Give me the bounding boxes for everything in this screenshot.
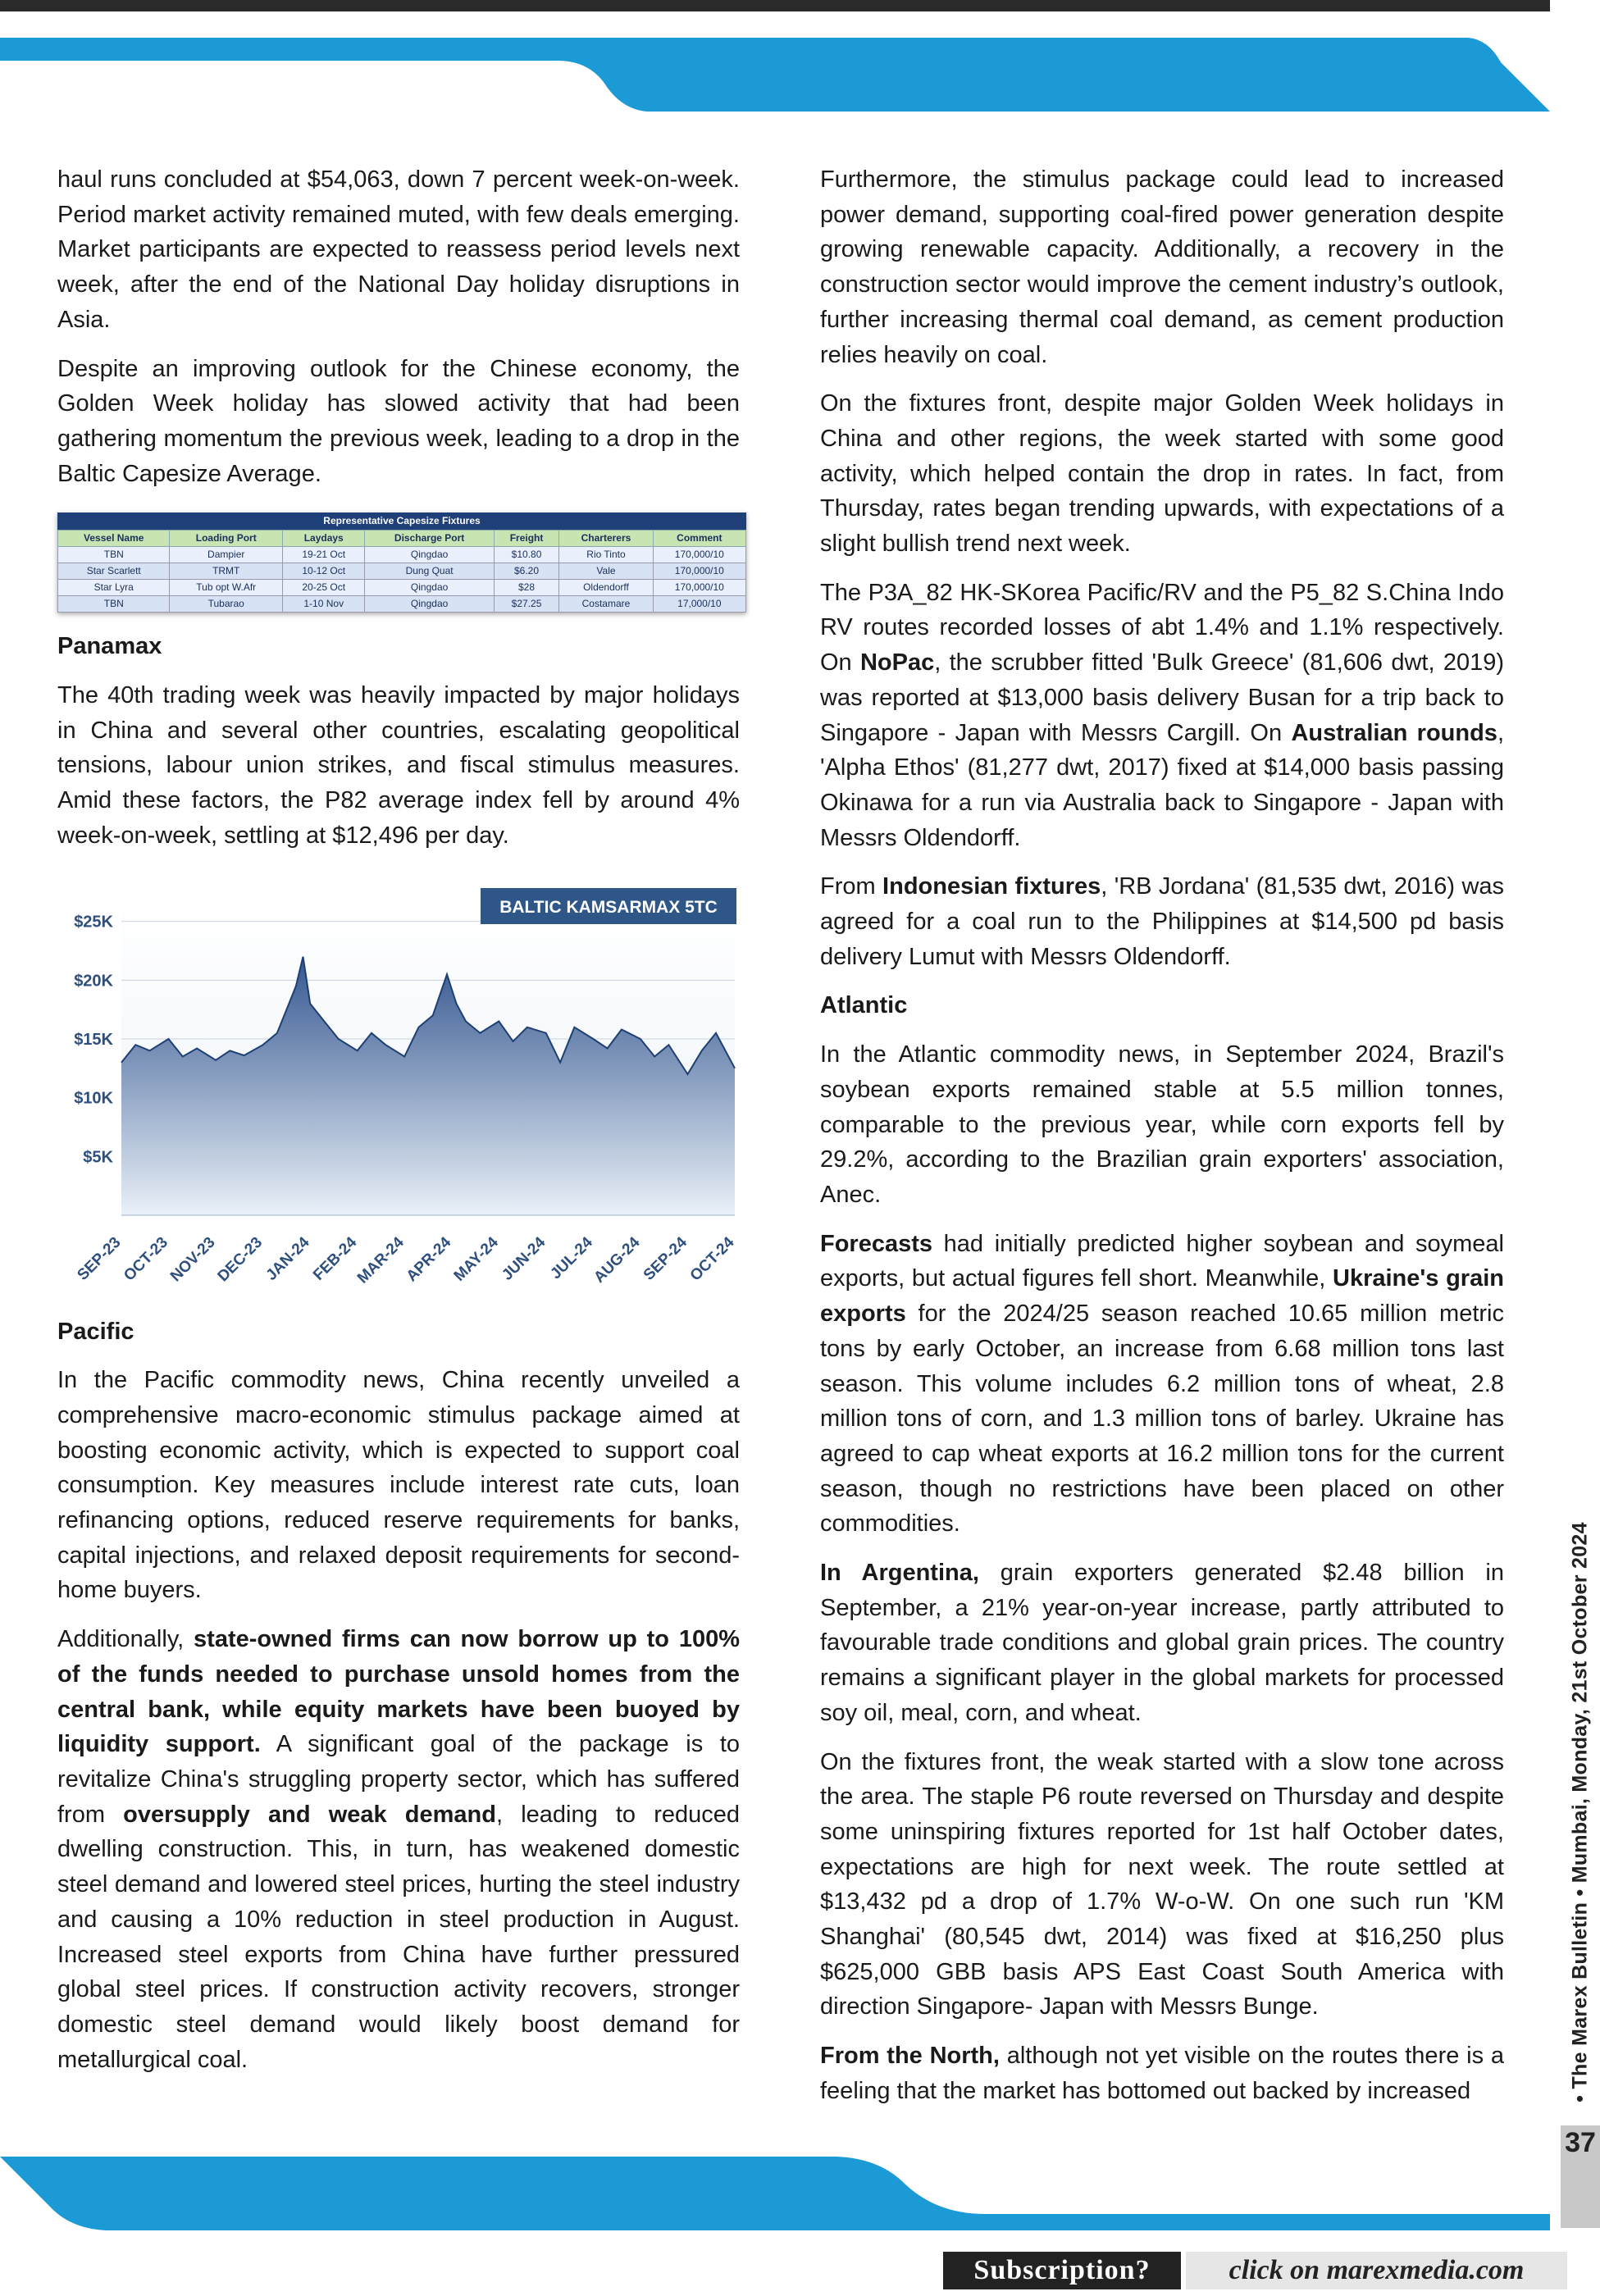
table-cell: 170,000/10 xyxy=(653,563,745,580)
capesize-fixtures-table-wrap xyxy=(57,512,746,613)
table-cell: Star Lyra xyxy=(58,580,170,596)
table-cell: $10.80 xyxy=(494,547,559,563)
paragraph xyxy=(820,1556,1504,1731)
bold-text: In Argentina, xyxy=(820,1560,979,1587)
table-header: Charterers xyxy=(559,531,653,547)
kamsarmax-chart xyxy=(57,883,746,1301)
paragraph: In the Pacific commodity news, China recently unveiled a comprehensive macro-economic stimulus package aimed at boosting economic activity, which is expected to support coal consumption. Key measures include interest rate cuts, loan refinancing options, reduced reserve requirements for banks, capital injections, and relaxed deposit requirements for second-home buyers. xyxy=(57,1367,740,1604)
y-tick-label: $10K xyxy=(74,1089,113,1108)
table-cell: Star Scarlett xyxy=(58,563,170,580)
paragraph: On the fixtures front, despite major Golden Week holidays in China and other regions, the week started with some good activity, which helped contain the drop in rates. In fact, from Thursday, rates began trending upwards, with expectations of a slight bullish trend next week. xyxy=(820,390,1504,558)
table-header: Comment xyxy=(653,531,745,547)
table-cell: Vale xyxy=(559,563,653,580)
section-heading-pacific: Pacific xyxy=(57,1318,134,1345)
x-tick-label: AUG-24 xyxy=(590,1233,644,1287)
bold-text: Australian rounds xyxy=(1291,719,1497,746)
x-tick-label: APR-24 xyxy=(403,1233,455,1285)
text-run: grain exporters generated $2.48 billion in September, a 21% year-on-year increase, partly attributed to favourable trade conditions and global grain prices. The country remains a significant player in the global markets for processed soy oil, meal, corn, and wheat. xyxy=(820,1560,1504,1726)
text-run: , 'RB Jordana' (81,535 dwt, 2016) was agreed for a coal run to the Philippines at $14,500 pd basis delivery Lumut with Messrs Oldendorff. xyxy=(820,873,1505,970)
page-number: 37 xyxy=(1565,2127,1596,2158)
x-tick-label: SEP-24 xyxy=(640,1233,691,1284)
table-cell: Tubarao xyxy=(170,596,283,613)
x-tick-label: FEB-24 xyxy=(310,1233,361,1284)
text-run: , leading to reduced dwelling construction. This, in turn, has weakened domestic steel demand and lowered steel prices, hurting the steel industry and causing a 10% reduction in steel production in August. Increased steel exports from China have further pressured global steel prices. If construction activity recovers, stronger domestic steel demand would likely boost demand for metallurgical coal. xyxy=(57,1801,741,2073)
x-tick-label: OCT-23 xyxy=(121,1233,172,1285)
table-cell: 1-10 Nov xyxy=(283,596,365,613)
capesize-fixtures-table xyxy=(57,512,746,613)
table-header: Vessel Name xyxy=(58,531,170,547)
x-tick-label: NOV-23 xyxy=(166,1233,219,1285)
table-row xyxy=(58,580,746,596)
table-row xyxy=(58,563,746,580)
table-cell: 20-25 Oct xyxy=(283,580,365,596)
paragraph: In the Atlantic commodity news, in September 2024, Brazil's soybean exports remained stable at 5.5 million tonnes, comparable to the previous year, while corn exports fell by 29.2%, according to the Brazilian grain exporters' association, Anec. xyxy=(820,1041,1504,1208)
table-cell: Dampier xyxy=(170,547,283,563)
text-run: A significant goal of the package is to revitalize China's struggling property sector, which has suffered from xyxy=(57,1731,741,1828)
bold-text: Indonesian fixtures xyxy=(882,873,1101,900)
x-tick-label: DEC-23 xyxy=(214,1233,267,1285)
table-header: Freight xyxy=(494,531,559,547)
header-wave xyxy=(0,38,1550,112)
text-run: although not yet visible on the routes there is a feeling that the market has bottomed out backed by increased xyxy=(820,2043,1504,2104)
bold-text: From the North, xyxy=(820,2043,1000,2070)
marexmedia-link[interactable]: click on marexmedia.com xyxy=(1186,2252,1567,2289)
table-title: Representative Capesize Fixtures xyxy=(57,512,746,530)
paragraph xyxy=(820,576,1504,856)
footer-wave xyxy=(0,2157,1550,2230)
x-tick-label: SEP-23 xyxy=(74,1233,125,1284)
table-cell: Qingdao xyxy=(365,596,494,613)
table-cell: 19-21 Oct xyxy=(283,547,365,563)
x-tick-label: JUL-24 xyxy=(547,1233,596,1282)
paragraph: The 40th trading week was heavily impacted by major holidays in China and several other countries, escalating geopolitical tensions, labour union strikes, and fiscal stimulus measures. Amid these factors, the P82 average index fell by around 4% week-on-week, settling at $12,496 per day. xyxy=(57,682,740,849)
table-cell: Qingdao xyxy=(365,580,494,596)
table-header: Discharge Port xyxy=(365,531,494,547)
table-cell: Qingdao xyxy=(365,547,494,563)
subscription-button[interactable]: Subscription? xyxy=(943,2252,1181,2289)
table-cell: Oldendorff xyxy=(559,580,653,596)
bold-text: state-owned firms can now borrow up to 100% of the funds needed to purchase unsold homes from the central bank, while equity markets have been buoyed by liquidity support. xyxy=(57,1626,740,1758)
table-cell: Dung Quat xyxy=(365,563,494,580)
table-cell: Tub opt W.Afr xyxy=(170,580,283,596)
paragraph: Despite an improving outlook for the Chinese economy, the Golden Week holiday has slowed activity that had been gathering momentum the previous week, leading to a drop in the Baltic Capesize Average. xyxy=(57,355,740,487)
table-cell: Rio Tinto xyxy=(559,547,653,563)
text-run: , the scrubber fitted 'Bulk Greece' (81,606 dwt, 2019) was reported at $13,000 basis delivery Busan for a trip back to Singapore - Japan with Messrs Cargill. On xyxy=(820,649,1504,746)
y-tick-label: $20K xyxy=(74,971,113,990)
x-tick-label: JUN-24 xyxy=(499,1233,549,1284)
bold-text: Ukraine's grain exports xyxy=(820,1265,1504,1328)
table-cell: Costamare xyxy=(559,596,653,613)
table-cell: 17,000/10 xyxy=(653,596,745,613)
x-tick-label: MAR-24 xyxy=(353,1233,408,1287)
section-heading-atlantic: Atlantic xyxy=(820,992,908,1019)
x-tick-label: OCT-24 xyxy=(686,1233,738,1285)
right-column xyxy=(820,162,1504,2123)
kamsarmax-chart-svg xyxy=(57,883,746,1301)
text-run: The P3A_82 HK-SKorea Pacific/RV and the P5_82 S.China Indo RV routes recorded losses of abt 1.4% and 1.1% respectively. On xyxy=(820,579,1504,676)
section-heading-panamax: Panamax xyxy=(57,633,162,660)
bold-text: oversupply and weak demand xyxy=(123,1801,496,1828)
table-cell: TRMT xyxy=(170,563,283,580)
table-cell: $27.25 xyxy=(494,596,559,613)
paragraph: haul runs concluded at $54,063, down 7 percent week-on-week. Period market activity remained muted, with few deals emerging. Market participants are expected to reassess period levels next week, after the end of the National Day holiday disruptions in Asia. xyxy=(57,166,740,333)
y-tick-label: $25K xyxy=(74,913,113,932)
text-run: , 'Alpha Ethos' (81,277 dwt, 2017) fixed at $14,000 basis passing Okinawa for a run via Australia back to Singapore - Japan with Messrs Oldendorff. xyxy=(820,719,1504,851)
top-bar xyxy=(0,0,1550,11)
table-header: Laydays xyxy=(283,531,365,547)
x-tick-label: JAN-24 xyxy=(262,1233,313,1284)
bold-text: NoPac xyxy=(859,649,935,676)
paragraph xyxy=(57,1622,740,2077)
text-run: for the 2024/25 season reached 10.65 million metric tons by early October, an increase from 6.68 million tons last season. This volume includes 6.2 million tons of wheat, 2.8 million tons of corn, and 1.3 million tons of barley. Ukraine has agreed to cap wheat exports at 16.2 million tons for the current season, though no restrictions have been placed on other commodities. xyxy=(820,1301,1504,1538)
text-run: From xyxy=(820,873,883,900)
table-header: Loading Port xyxy=(170,531,283,547)
table-cell: $6.20 xyxy=(494,563,559,580)
text-run: Additionally, xyxy=(57,1626,194,1653)
paragraph: Furthermore, the stimulus package could lead to increased power demand, supporting coal-fired power generation despite growing renewable capacity. Additionally, a recovery in the construction sector would improve the cement industry’s outlook, further increasing thermal coal demand, as cement production relies heavily on coal. xyxy=(820,166,1504,368)
text-run: had initially predicted higher soybean and soymeal exports, but actual figures fell short. Meanwhile, xyxy=(820,1230,1504,1292)
y-tick-label: $5K xyxy=(83,1147,113,1166)
paragraph: On the fixtures front, the weak started with a slow tone across the area. The staple P6 route reversed on Thursday and despite some uninspiring fixtures reported for 1st half October dates, expectations are high for next week. The route settled at $13,432 pd a drop of 1.7% W-o-W. On one such run 'KM Shanghai' (80,545 dwt, 2014) was fixed at $16,250 plus $625,000 GBB basis APS East Coast South America with direction Singapore- Japan with Messrs Bunge. xyxy=(820,1748,1504,2020)
table-cell: $28 xyxy=(494,580,559,596)
table-cell: TBN xyxy=(58,547,170,563)
bold-text: Forecasts xyxy=(820,1230,933,1257)
table-cell: 170,000/10 xyxy=(653,547,745,563)
paragraph xyxy=(820,1227,1504,1542)
y-tick-label: $15K xyxy=(74,1030,113,1049)
table-row xyxy=(58,547,746,563)
bulletin-date-line: • The Marex Bulletin • Mumbai, Monday, 21st October 2024 xyxy=(1568,1522,1592,2102)
paragraph xyxy=(820,2039,1504,2108)
paragraph xyxy=(820,869,1504,974)
chart-title: BALTIC KAMSARMAX 5TC xyxy=(499,897,718,917)
table-cell: TBN xyxy=(58,596,170,613)
table-cell: 170,000/10 xyxy=(653,580,745,596)
table-row xyxy=(58,596,746,613)
x-tick-label: MAY-24 xyxy=(450,1233,502,1285)
left-column xyxy=(57,162,740,2091)
table-cell: 10-12 Oct xyxy=(283,563,365,580)
